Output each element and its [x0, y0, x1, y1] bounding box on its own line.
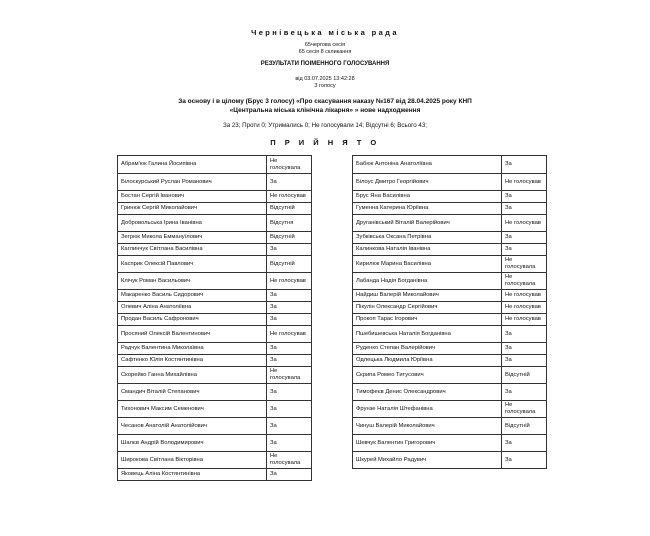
- vote-subject-line-1: За основу і в цілому (Брус 3 голосу) «Про скасування наказу №167 від 28.04.2025 року КНП: [178, 98, 472, 105]
- vote-value: За: [267, 435, 312, 452]
- vote-value: За: [267, 290, 312, 302]
- table-row: [353, 435, 547, 452]
- deputy-name: Кирилюк Марина Василівна: [353, 256, 502, 273]
- table-row: [118, 256, 312, 273]
- deputy-name: Гринюк Сергій Миколайович: [118, 203, 267, 215]
- table-row: [118, 384, 312, 401]
- table-row: [118, 367, 312, 384]
- table-row: [353, 191, 547, 203]
- table-row: [353, 215, 547, 232]
- vote-value: Не голосувала: [502, 256, 547, 273]
- deputy-name: Радчук Валентина Миколаївна: [118, 343, 267, 355]
- table-row: [118, 401, 312, 418]
- deputy-name: Чинуш Валерій Миколайович: [353, 418, 502, 435]
- vote-value: За: [502, 232, 547, 244]
- vote-value: Відсутня: [267, 215, 312, 232]
- deputy-name: Широкова Світлана Вікторівна: [118, 452, 267, 469]
- vote-summary: За 23; Проти 0; Утримались 0; Не голосували 14; Відсутні 6; Всього 43;: [222, 122, 428, 129]
- table-row: [118, 244, 312, 256]
- vote-value: За: [267, 343, 312, 355]
- table-row: [353, 452, 547, 469]
- vote-result: П Р И Й Н Я Т О: [270, 138, 380, 147]
- vote-value: За: [267, 355, 312, 367]
- session-line-1: 65чергова сесія: [304, 42, 346, 48]
- vote-value: За: [502, 203, 547, 215]
- document-title: РЕЗУЛЬТАТИ ПОІМЕННОГО ГОЛОСУВАННЯ: [260, 61, 390, 67]
- vote-value: За: [267, 401, 312, 418]
- session-line-2: 65 сесія 8 скликання: [298, 49, 352, 55]
- vote-value: За: [502, 326, 547, 343]
- vote-value: Не голосував: [502, 314, 547, 326]
- vote-value: За: [267, 244, 312, 256]
- deputy-name: Чесанов Анатолій Анатолійович: [118, 418, 267, 435]
- table-row: [353, 174, 547, 191]
- deputy-name: Добровольська Ірина Іванівна: [118, 215, 267, 232]
- deputy-name: Олевич Аліна Анатоліївна: [118, 302, 267, 314]
- table-row: [353, 355, 547, 367]
- table-row: [118, 203, 312, 215]
- vote-value: За: [502, 343, 547, 355]
- vote-value: Не голосував: [502, 174, 547, 191]
- table-row: [118, 326, 312, 343]
- deputy-name: Шкурей Михайло Радувич: [353, 452, 502, 469]
- deputy-name: Одлецька Людмила Юріївна: [353, 355, 502, 367]
- vote-value: Відсутній: [502, 418, 547, 435]
- vote-value: За: [267, 314, 312, 326]
- deputy-name: Калинкова Наталія Іванівна: [353, 244, 502, 256]
- deputy-name: Бабюк Антоніна Анатоліївна: [353, 156, 502, 174]
- vote-value: За: [502, 191, 547, 203]
- vote-date: від 03.07.2025 13:42:28: [295, 76, 355, 82]
- table-row: [118, 314, 312, 326]
- deputy-name: Скорейко Ганна Михайлівна: [118, 367, 267, 384]
- table-row: [353, 302, 547, 314]
- table-row: [353, 326, 547, 343]
- deputy-name: Сафтенко Юлія Костянтинівна: [118, 355, 267, 367]
- table-row: [353, 256, 547, 273]
- vote-value: За: [502, 244, 547, 256]
- deputy-name: Фрунзе Наталія Штефанівна: [353, 401, 502, 418]
- deputy-name: Тихонович Максим Семенович: [118, 401, 267, 418]
- vote-value: Не голосувала: [502, 273, 547, 290]
- vote-value: Не голосував: [267, 191, 312, 203]
- deputy-name: Абрам'юк Галина Йосипівна: [118, 156, 267, 174]
- vote-value: Не голосувала: [267, 452, 312, 469]
- deputy-name: Брус Яна Василівна: [353, 191, 502, 203]
- deputy-name: Лабанда Надія Богданівна: [353, 273, 502, 290]
- table-row: [118, 191, 312, 203]
- table-row: [118, 469, 312, 481]
- deputy-name: Продан Василь Сафронович: [118, 314, 267, 326]
- deputy-name: Смандич Віталій Степанович: [118, 384, 267, 401]
- table-row: [353, 156, 547, 174]
- deputy-name: Зегрюк Микола Еммануїлович: [118, 232, 267, 244]
- vote-value: Не голосував: [502, 215, 547, 232]
- table-row: [118, 232, 312, 244]
- deputy-name: Клічук Роман Васильович: [118, 273, 267, 290]
- vote-value: Не голосував: [502, 302, 547, 314]
- table-row: [118, 355, 312, 367]
- deputy-name: Бостан Сергій Іванович: [118, 191, 267, 203]
- vote-value: За: [502, 384, 547, 401]
- vote-value: За: [267, 174, 312, 191]
- vote-subject-line-2: «Центральна міська клінічна лікарня» » нове надходження: [229, 106, 421, 114]
- deputy-name: Білоус Дмитро Георгійович: [353, 174, 502, 191]
- vote-value: За: [267, 469, 312, 481]
- vote-number: 3 голосу: [314, 83, 336, 89]
- table-row: [118, 435, 312, 452]
- council-name: Чернівецька міська рада: [251, 28, 399, 37]
- table-row: [353, 203, 547, 215]
- table-row: [353, 314, 547, 326]
- table-row: [118, 343, 312, 355]
- deputy-name: Друганівський Віталій Валерійович: [353, 215, 502, 232]
- deputy-name: Руденко Степан Валерійович: [353, 343, 502, 355]
- table-row: [118, 452, 312, 469]
- deputy-name: Зубківська Оксана Петрівна: [353, 232, 502, 244]
- deputy-name: Шевчук Валентин Григорович: [353, 435, 502, 452]
- table-row: [353, 273, 547, 290]
- table-row: [353, 401, 547, 418]
- vote-value: Не голосував: [267, 326, 312, 343]
- vote-value: За: [267, 384, 312, 401]
- deputy-name: Тимофеєв Денис Олександрович: [353, 384, 502, 401]
- table-row: [118, 302, 312, 314]
- deputy-name: Каглинчук Світлана Василівна: [118, 244, 267, 256]
- vote-value: Відсутній: [502, 367, 547, 384]
- votes-table-right: [352, 155, 547, 469]
- vote-value: За: [502, 156, 547, 174]
- table-row: [353, 367, 547, 384]
- vote-value: За: [267, 418, 312, 435]
- table-row: [118, 215, 312, 232]
- table-row: [118, 418, 312, 435]
- vote-value: Не голосувала: [502, 401, 547, 418]
- table-row: [118, 290, 312, 302]
- table-row: [353, 384, 547, 401]
- deputy-name: Білоскурський Руслан Романович: [118, 174, 267, 191]
- deputy-name: Пшебишевська Наталія Богданівна: [353, 326, 502, 343]
- vote-value: Не голосувала: [267, 367, 312, 384]
- deputy-name: Касприк Олексій Павлович: [118, 256, 267, 273]
- table-row: [353, 290, 547, 302]
- table-row: [353, 343, 547, 355]
- vote-value: Відсутній: [267, 232, 312, 244]
- deputy-name: Шалєв Андрій Володимирович: [118, 435, 267, 452]
- vote-value: Не голосував: [267, 273, 312, 290]
- vote-subject: [0, 98, 650, 115]
- vote-value: За: [267, 302, 312, 314]
- deputy-name: Пікулін Олександр Сергійович: [353, 302, 502, 314]
- deputy-name: Прокоп Тарас Ігорович: [353, 314, 502, 326]
- deputy-name: Найдиш Валерій Миколайович: [353, 290, 502, 302]
- session-info: [0, 42, 650, 56]
- votes-table-left: [117, 155, 312, 481]
- vote-value: Відсутній: [267, 256, 312, 273]
- deputy-name: Скрипа Ромео Титусович: [353, 367, 502, 384]
- deputy-name: Макаренко Василь Сидорович: [118, 290, 267, 302]
- table-row: [353, 418, 547, 435]
- table-row: [118, 174, 312, 191]
- vote-value: Не голосував: [502, 290, 547, 302]
- deputy-name: Яковець Аліна Костянтинівна: [118, 469, 267, 481]
- table-row: [118, 156, 312, 174]
- vote-value: За: [502, 355, 547, 367]
- vote-meta: [0, 76, 650, 90]
- table-row: [353, 232, 547, 244]
- table-row: [118, 273, 312, 290]
- vote-value: За: [502, 435, 547, 452]
- vote-value: За: [502, 452, 547, 469]
- vote-value: Відсутній: [267, 203, 312, 215]
- table-row: [353, 244, 547, 256]
- vote-value: Не голосувала: [267, 156, 312, 174]
- deputy-name: Просяний Олексій Валентинович: [118, 326, 267, 343]
- deputy-name: Гуменна Катерина Юріївна: [353, 203, 502, 215]
